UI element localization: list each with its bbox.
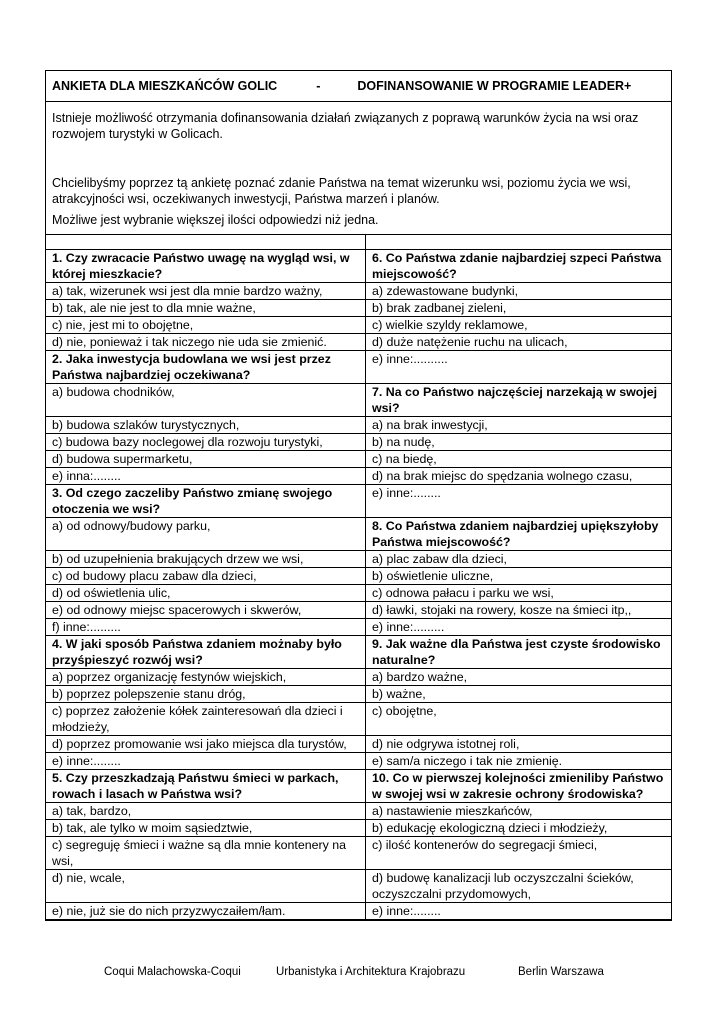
table-row	[46, 334, 671, 351]
table-row	[46, 736, 671, 753]
footer-discipline: Urbanistyka i Architektura Krajobrazu	[276, 966, 466, 978]
answer-cell: e) od odnowy miejsc spacerowych i skwerów,	[46, 602, 366, 619]
answer-cell: a) plac zabaw dla dzieci,	[366, 551, 672, 568]
table-row	[46, 870, 671, 903]
title-left: ANKIETA DLA MIESZKAŃCÓW GOLIC	[52, 79, 278, 93]
intro-paragraph-2: Chcielibyśmy poprzez tą ankietę poznać zdanie Państwa na temat wizerunku wsi, poziomu życia we wsi, atrakcyjności wsi, oczekiwanych inwestycji, Państwa marzeń i planów.	[52, 176, 631, 206]
answer-cell: a) na brak inwestycji,	[366, 417, 672, 434]
question-cell: 9. Jak ważne dla Państwa jest czyste środowisko naturalne?	[366, 636, 672, 669]
table-row	[46, 669, 671, 686]
answer-cell: c) segreguję śmieci i ważne są dla mnie kontenery na wsi,	[46, 837, 366, 870]
question-cell: 5. Czy przeszkadzają Państwu śmieci w parkach, rowach i lasach w Państwa wsi?	[46, 770, 366, 803]
table-row	[46, 585, 671, 602]
question-cell: 8. Co Państwa zdaniem najbardziej upiększyłoby Państwa miejscowość?	[366, 518, 672, 551]
question-cell: 4. W jaki sposób Państwa zdaniem możnaby było przyśpieszyć rozwój wsi?	[46, 636, 366, 669]
answer-cell: a) zdewastowane budynki,	[366, 283, 672, 300]
table-row	[46, 636, 671, 669]
answer-cell: a) poprzez organizację festynów wiejskich,	[46, 669, 366, 686]
table-row	[46, 283, 671, 300]
answer-cell: d) nie, wcale,	[46, 870, 366, 903]
table-row	[46, 384, 671, 417]
table-row	[46, 686, 671, 703]
survey-intro	[46, 102, 671, 235]
spacer-cell	[46, 235, 366, 250]
answer-cell: d) od oświetlenia ulic,	[46, 585, 366, 602]
answer-cell: b) brak zadbanej zieleni,	[366, 300, 672, 317]
table-row	[46, 300, 671, 317]
answer-cell: e) nie, już sie do nich przyzwyczaiłem/łam.	[46, 903, 366, 920]
question-cell: 7. Na co Państwo najczęściej narzekają w swojej wsi?	[366, 384, 672, 417]
question-cell: 6. Co Państwa zdanie najbardziej szpeci Państwa miejscowość?	[366, 250, 672, 283]
intro-paragraph-1: Istnieje możliwość otrzymania dofinansowania działań związanych z poprawą warunków życia na wsi oraz rozwojem turystyki w Golicach.	[52, 111, 639, 141]
question-table	[46, 235, 671, 920]
table-row	[46, 250, 671, 283]
spacer-row	[46, 235, 671, 250]
table-row	[46, 417, 671, 434]
answer-cell: e) inne:.........	[366, 619, 672, 636]
answer-cell: c) obojętne,	[366, 703, 672, 736]
answer-cell: c) od budowy placu zabaw dla dzieci,	[46, 568, 366, 585]
survey-title	[46, 71, 671, 102]
answer-cell: b) na nudę,	[366, 434, 672, 451]
footer-author: Coqui Malachowska-Coqui	[104, 966, 241, 978]
question-cell: 2. Jaka inwestycja budowlana we wsi jest przez Państwa najbardziej oczekiwana?	[46, 351, 366, 384]
table-row	[46, 568, 671, 585]
answer-cell: c) wielkie szyldy reklamowe,	[366, 317, 672, 334]
table-row	[46, 451, 671, 468]
answer-cell: d) budowa supermarketu,	[46, 451, 366, 468]
question-cell: 1. Czy zwracacie Państwo uwagę na wygląd wsi, w której mieszkacie?	[46, 250, 366, 283]
table-row	[46, 903, 671, 920]
answer-cell: d) nie, ponieważ i tak niczego nie uda sie zmienić.	[46, 334, 366, 351]
table-row	[46, 351, 671, 384]
answer-cell: e) inne:..........	[366, 351, 672, 384]
answer-cell: b) edukację ekologiczną dzieci i młodzieży,	[366, 820, 672, 837]
answer-cell: c) poprzez założenie kółek zainteresowań dla dzieci i młodzieży,	[46, 703, 366, 736]
answer-cell: c) ilość kontenerów do segregacji śmieci,	[366, 837, 672, 870]
answer-cell: b) budowa szlaków turystycznych,	[46, 417, 366, 434]
answer-cell: a) nastawienie mieszkańców,	[366, 803, 672, 820]
table-row	[46, 837, 671, 870]
answer-cell: f) inne:.........	[46, 619, 366, 636]
answer-cell: c) na biedę,	[366, 451, 672, 468]
answer-cell: a) od odnowy/budowy parku,	[46, 518, 366, 551]
table-row	[46, 770, 671, 803]
answer-cell: e) inne:........	[366, 903, 672, 920]
table-row	[46, 820, 671, 837]
question-cell: 3. Od czego zaczeliby Państwo zmianę swojego otoczenia we wsi?	[46, 485, 366, 518]
answer-cell: b) ważne,	[366, 686, 672, 703]
answer-cell: a) bardzo ważne,	[366, 669, 672, 686]
title-right: DOFINANSOWANIE W PROGRAMIE LEADER+	[357, 79, 632, 93]
answer-cell: a) budowa chodników,	[46, 384, 366, 417]
title-separator: -	[316, 79, 321, 93]
answer-cell: b) od uzupełnienia brakujących drzew we wsi,	[46, 551, 366, 568]
survey-sheet	[45, 70, 672, 921]
answer-cell: b) oświetlenie uliczne,	[366, 568, 672, 585]
footer-cities: Berlin Warszawa	[518, 966, 604, 978]
table-row	[46, 753, 671, 770]
answer-cell: e) inna:........	[46, 468, 366, 485]
table-row	[46, 434, 671, 451]
answer-cell: d) ławki, stojaki na rowery, kosze na śmieci itp,,	[366, 602, 672, 619]
table-row	[46, 518, 671, 551]
answer-cell: d) poprzez promowanie wsi jako miejsca dla turystów,	[46, 736, 366, 753]
table-row	[46, 485, 671, 518]
spacer-cell	[366, 235, 672, 250]
answer-cell: b) tak, ale tylko w moim sąsiedztwie,	[46, 820, 366, 837]
answer-cell: d) na brak miejsc do spędzania wolnego czasu,	[366, 468, 672, 485]
answer-cell: b) poprzez polepszenie stanu dróg,	[46, 686, 366, 703]
table-row	[46, 468, 671, 485]
table-row	[46, 803, 671, 820]
answer-cell: d) nie odgrywa istotnej roli,	[366, 736, 672, 753]
question-cell: 10. Co w pierwszej kolejności zmieniliby Państwo w swojej wsi w zakresie ochrony środowiska?	[366, 770, 672, 803]
table-row	[46, 317, 671, 334]
answer-cell: a) tak, wizerunek wsi jest dla mnie bardzo ważny,	[46, 283, 366, 300]
answer-cell: d) budowę kanalizacji lub oczyszczalni ścieków, oczyszczalni przydomowych,	[366, 870, 672, 903]
answer-cell: c) budowa bazy noclegowej dla rozwoju turystyki,	[46, 434, 366, 451]
table-row	[46, 703, 671, 736]
answer-cell: e) inne:........	[366, 485, 672, 518]
answer-cell: c) odnowa pałacu i parku we wsi,	[366, 585, 672, 602]
answer-cell: b) tak, ale nie jest to dla mnie ważne,	[46, 300, 366, 317]
answer-cell: d) duże natężenie ruchu na ulicach,	[366, 334, 672, 351]
answer-cell: e) inne:........	[46, 753, 366, 770]
intro-paragraph-3: Możliwe jest wybranie większej ilości odpowiedzi niż jedna.	[52, 213, 379, 227]
table-row	[46, 551, 671, 568]
answer-cell: c) nie, jest mi to obojętne,	[46, 317, 366, 334]
table-row	[46, 619, 671, 636]
answer-cell: a) tak, bardzo,	[46, 803, 366, 820]
answer-cell: e) sam/a niczego i tak nie zmienię.	[366, 753, 672, 770]
table-row	[46, 602, 671, 619]
